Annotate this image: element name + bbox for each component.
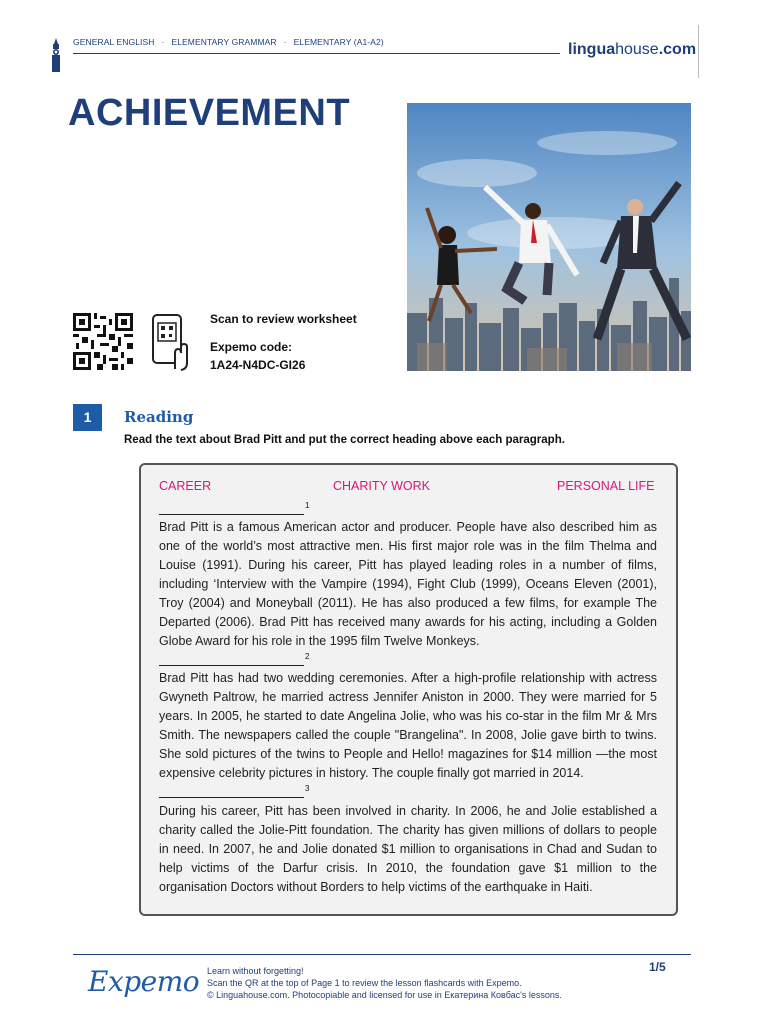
answer-blank-3[interactable] <box>159 797 304 798</box>
paragraph-1: Brad Pitt is a famous American actor and producer. People have also described him as one of the world’s most attractive men. His first major role was in the film Thelma and Louise (1991). During his career, Pitt has played leading roles in a number of films, including ‘Interview with the Vampire (1994), Fight Club (1999), Oceans Eleven (2001), Troy (2004) and Moneyball (2011). He has also produced a few films, for example The Departed (2006). Brad Pitt has received many awards for his acting, including a Golden Globe Award for his role in the 1995 film Twelve Monkeys. <box>159 520 657 648</box>
section-instructions: Read the text about Brad Pitt and put the correct heading above each paragraph. <box>124 434 565 446</box>
breadcrumb: GENERAL ENGLISH · ELEMENTARY GRAMMAR · ELEMENTARY (A1-A2) <box>73 37 384 47</box>
header-divider <box>698 25 699 78</box>
footer-instruction: Scan the QR at the top of Page 1 to review the lesson flashcards with Expemo. <box>207 978 522 988</box>
blank-number: 3 <box>305 784 310 793</box>
heading-option-career: CAREER <box>159 479 212 493</box>
phone-scan-icon <box>151 313 191 371</box>
footer-rule <box>73 954 691 955</box>
heading-option-charity-work: CHARITY WORK <box>333 479 430 493</box>
answer-blank-1[interactable] <box>159 514 304 515</box>
answer-blank-2[interactable] <box>159 665 304 666</box>
scan-to-review-text: Scan to review worksheet <box>210 312 357 326</box>
page-number: 1/5 <box>649 960 666 974</box>
linguahouse-logo[interactable] <box>568 41 696 59</box>
big-ben-icon <box>50 38 62 72</box>
breadcrumb-item[interactable]: GENERAL ENGLISH <box>73 37 155 47</box>
heading-option-personal-life: PERSONAL LIFE <box>557 479 655 493</box>
jumping-business-people-photo <box>407 103 691 371</box>
footer-copyright: © Linguahouse.com. Photocopiable and licensed for use in Екатерина Ковбас's lessons. <box>207 990 562 1000</box>
section-title: Reading <box>124 408 194 426</box>
qr-code-icon <box>73 313 133 370</box>
blank-number: 1 <box>305 501 310 510</box>
logo-tld: .com <box>658 41 697 58</box>
logo-light: house <box>615 41 659 58</box>
breadcrumb-item[interactable]: ELEMENTARY (A1-A2) <box>293 37 384 47</box>
blank-number: 2 <box>305 652 310 661</box>
expemo-code-label: Expemo code: <box>210 340 293 354</box>
logo-bold: lingua <box>568 41 616 58</box>
breadcrumb-item[interactable]: ELEMENTARY GRAMMAR <box>171 37 277 47</box>
expemo-logo[interactable]: Expemo <box>88 965 200 998</box>
footer-tagline: Learn without forgetting! <box>207 966 304 976</box>
header-rule <box>73 53 560 54</box>
section-number: 1 <box>73 404 102 431</box>
page-title: ACHIEVEMENT <box>68 92 351 134</box>
expemo-code-value: 1A24-N4DC-GI26 <box>210 358 306 372</box>
paragraph-3: During his career, Pitt has been involved in charity. In 2006, he and Jolie established a charity called the Jolie-Pitt foundation. The charity has given millions of dollars to people in need. In 2007, he and Jolie donated $1 million to organisations in Chad and Sudan to help victims of the Darfur crisis. In 2010, the foundation gave $1 million to the organisation Doctors without Borders to help victims of the earthquake in Haiti. <box>159 804 657 894</box>
paragraph-2: Brad Pitt has had two wedding ceremonies. After a high-profile relationship with actress Gwyneth Paltrow, he married actress Jennifer Aniston in 2000. They were married for 5 years. In 2005, he started to date Angelina Jolie, who was his co-star in the film Mr & Mrs Smith. The newspapers called the couple "Brangelina". In 2008, Jolie gave birth to twins. She sold pictures of the twins to People and Hello! magazines for $14 million —the most expensive celebrity pictures in history. The couple finally got married in 2014. <box>159 671 657 780</box>
